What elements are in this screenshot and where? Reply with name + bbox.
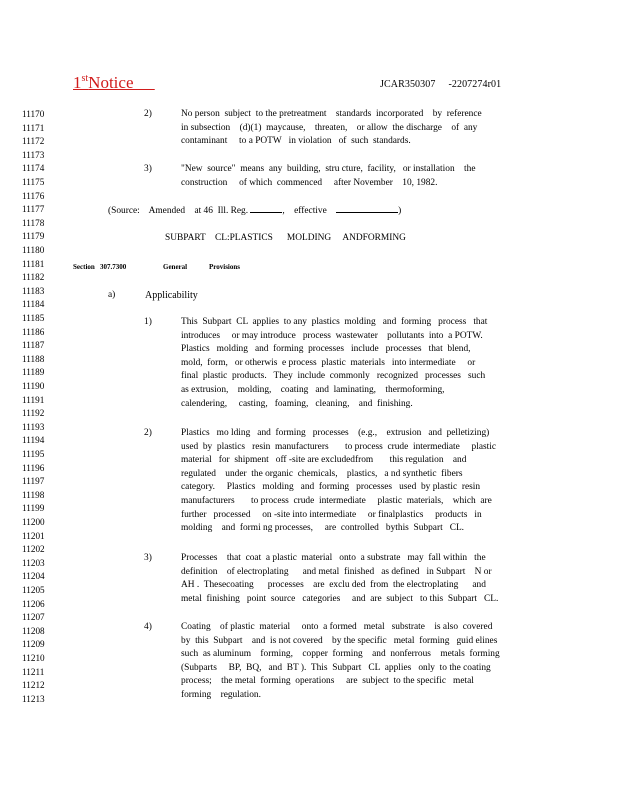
line-number: 11187: [22, 340, 45, 351]
line-number: 11195: [22, 449, 45, 459]
line-number: 11212: [22, 680, 45, 691]
text-line: forming regulation.: [181, 690, 261, 700]
text-line: metal finishing point source categories and are subject to this Subpart CL.: [181, 593, 499, 604]
section-label: Section: [73, 263, 95, 271]
text-line: by this Subpart and is not covered by the specific metal forming guid elines: [181, 635, 498, 646]
line-number: 11204: [22, 571, 45, 582]
line-number: 11176: [22, 190, 45, 201]
line-number: 11210: [22, 653, 45, 663]
line-number: 11201: [22, 530, 45, 541]
line-number: 11185: [22, 313, 45, 323]
text-line: Plastics mo lding and forming processes (e.g., extrusion and pelletizing): [181, 428, 490, 438]
text-line: category. Plastics molding and forming processes used by plastic resin: [181, 482, 481, 493]
line-number: 11200: [22, 517, 45, 527]
line-number: 11194: [22, 435, 45, 446]
line-number: 11173: [22, 149, 45, 160]
item-number: 3): [144, 164, 152, 174]
source-note: (Source: Amended at 46 Ill. Reg. , effective ): [108, 206, 402, 216]
text-line: final plastic products. They include commonly recognized processes such: [181, 371, 486, 382]
text-line: "New source" means any building, stru cture, facility, or installation the: [181, 164, 476, 174]
text-line: (Subparts BP, BQ, and BT ). This Subpart CL applies only to the coating: [181, 662, 491, 673]
text-line: molding and formi ng processes, are controlled bythis Subpart CL.: [181, 523, 465, 534]
line-number: 11183: [22, 285, 45, 296]
line-number: 11208: [22, 625, 45, 636]
text-line: regulated under the organic chemicals, plastics, a nd synthetic fibers: [181, 468, 463, 479]
text-line: used by plastics resin manufacturers to process crude intermediate plastic: [181, 441, 497, 452]
jcar-code: JCAR350307 -2207274r01: [380, 79, 502, 90]
line-number: 11190: [22, 381, 45, 391]
line-number: 11174: [22, 163, 45, 174]
line-number: 11181: [22, 258, 45, 269]
text-line: process; the metal forming operations are subject to the specific metal: [181, 676, 474, 687]
line-number: 11202: [22, 544, 45, 555]
text-line: construction of which commenced after November 10, 1982.: [181, 177, 438, 188]
line-number: 11189: [22, 367, 45, 378]
text-line: introduces or may introduce process wastewater pollutants into a POTW.: [181, 330, 483, 341]
line-number: 11197: [22, 476, 45, 487]
line-number: 11179: [22, 231, 45, 242]
line-number: 11199: [22, 503, 45, 514]
line-number: 11198: [22, 489, 45, 500]
line-number: 11211: [22, 666, 45, 677]
text-line: manufacturers to process crude intermediate plastic materials, which are: [181, 496, 492, 506]
line-number: 11193: [22, 421, 45, 432]
text-line: Processes that coat a plastic material onto a substrate may fall within the: [181, 553, 486, 563]
subsection-letter: a): [108, 290, 116, 300]
item-number: 4): [144, 622, 152, 632]
line-number: 11196: [22, 462, 45, 473]
line-number: 11192: [22, 408, 45, 419]
section-title-2: Provisions: [209, 263, 240, 271]
text-line: calendering, casting, foaming, cleaning, and finishing.: [181, 398, 413, 409]
item-number: 2): [144, 109, 152, 119]
line-number: 11203: [22, 557, 45, 568]
notice-heading: 1stNotice: [73, 73, 134, 92]
item-number: 3): [144, 553, 152, 563]
text-line: contaminant to a POTW in violation of such standards.: [181, 136, 411, 147]
text-line: in subsection (d)(1) maycause, threaten, or allow the discharge of any: [181, 122, 478, 133]
line-number: 11175: [22, 177, 45, 187]
line-number: 11172: [22, 136, 45, 147]
text-line: as extrusion, molding, coating and laminating, thermoforming,: [181, 385, 445, 395]
line-number: 11206: [22, 598, 45, 609]
section-number: 307.7300: [100, 263, 127, 271]
subsection-title: Applicability: [145, 290, 198, 301]
text-line: mold, form, or otherwis e process plastic materials into intermediate or: [181, 357, 476, 368]
text-line: further processed on -site into intermediate or finalplastics products in: [181, 509, 482, 520]
text-line: Plastics molding and forming processes include processes that blend,: [181, 344, 471, 355]
text-line: This Subpart CL applies to any plastics molding and forming process that: [181, 317, 488, 327]
line-number: 11188: [22, 353, 45, 364]
text-line: material for shipment off -site are excludedfrom this regulation and: [181, 455, 467, 466]
section-title: General: [163, 263, 188, 271]
subpart-heading: SUBPART CL:PLASTICS MOLDING ANDFORMING: [165, 233, 406, 243]
item-number: 1): [144, 317, 152, 327]
line-number: 11207: [22, 612, 45, 623]
text-line: definition of electroplating and metal finished as defined in Subpart N or: [181, 566, 492, 577]
line-number: 11184: [22, 299, 45, 310]
line-number: 11191: [22, 394, 45, 405]
line-number: 11171: [22, 122, 45, 133]
line-number: 11186: [22, 326, 45, 337]
line-number: 11178: [22, 217, 45, 228]
text-line: Coating of plastic material onto a formed metal substrate is also covered: [181, 622, 493, 632]
line-number: 11209: [22, 639, 45, 650]
line-number: 11205: [22, 585, 45, 595]
item-number: 2): [144, 428, 152, 438]
text-line: No person subject to the pretreatment standards incorporated by reference: [181, 109, 482, 119]
text-line: such as aluminum forming, copper forming and nonferrous metals forming: [181, 649, 500, 660]
line-number: 11170: [22, 109, 45, 119]
line-number: 11180: [22, 245, 45, 255]
line-number: 11177: [22, 204, 45, 215]
line-number: 11213: [22, 693, 45, 704]
line-number: 11182: [22, 272, 45, 283]
text-line: AH . Thesecoating processes are exclu ded from the electroplating and: [181, 580, 486, 591]
